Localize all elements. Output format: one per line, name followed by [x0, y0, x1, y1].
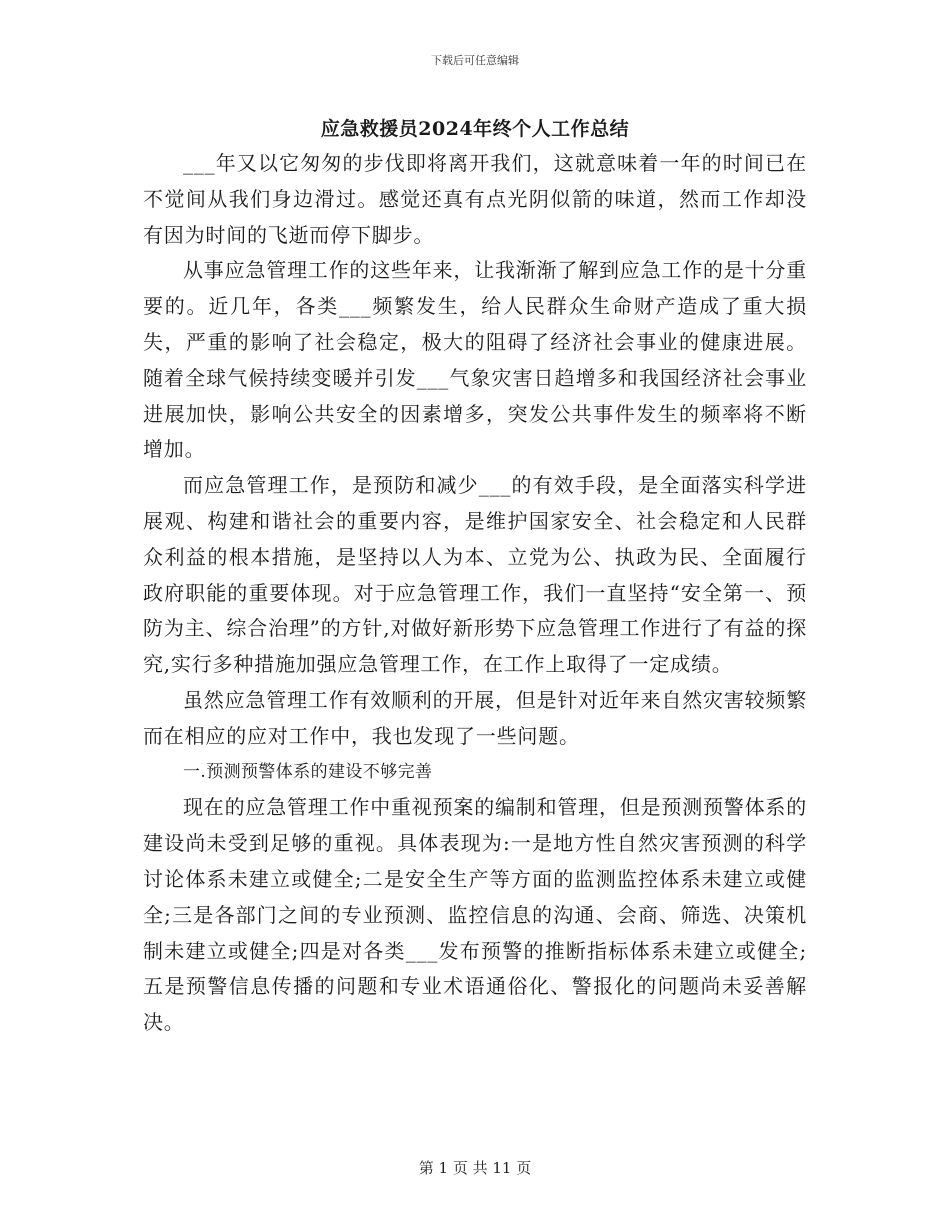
header-note: 下载后可任意编辑 — [431, 54, 519, 67]
paragraph-importance: 从事应急管理工作的这些年来，让我渐渐了解到应急工作的是十分重要的。近几年，各类___频繁发生，给人民群众生命财产造成了重大损失，严重的影响了社会稳定，极大的阻碍了经济社会事业的健康进展。随着全球气候持续变暖并引发___气象灾害日趋增多和我国经济社会事业进展加快，影响公共安全的因素增多，突发公共事件发生的频率将不断增加。 — [143, 258, 807, 462]
paragraph-management: 而应急管理工作，是预防和减少___的有效手段，是全面落实科学进展观、构建和谐社会的重要内容，是维护国家安全、社会稳定和人民群众利益的根本措施，是坚持以人为本、立党为公、执政为民、全面履行政府职能的重要体现。对于应急管理工作，我们一直坚持“安全第一、预防为主、综合治理”的方针,对做好新形势下应急管理工作进行了有益的探究,实行多种措施加强应急管理工作，在工作上取得了一定成绩。 — [143, 473, 807, 677]
paragraph-intro: ___年又以它匆匆的步伐即将离开我们，这就意味着一年的时间已在不觉间从我们身边滑过。感觉还真有点光阴似箭的味道，然而工作却没有因为时间的飞逝而停下脚步。 — [143, 151, 807, 247]
page-number: 第 1 页 共 11 页 — [418, 1159, 532, 1177]
document-title: 应急救援员2024年终个人工作总结 — [320, 118, 630, 140]
section-heading: 一.预测预警体系的建设不够完善 — [183, 761, 433, 782]
paragraph-problems: 虽然应急管理工作有效顺利的开展，但是针对近年来自然灾害较频繁而在相应的应对工作中，我也发现了一些问题。 — [143, 687, 807, 748]
paragraph-warning-system: 现在的应急管理工作中重视预案的编制和管理，但是预测预警体系的建设尚未受到足够的重视。具体表现为:一是地方性自然灾害预测的科学讨论体系未建立或健全;二是安全生产等方面的监测监控体系未建立或健全;三是各部门之间的专业预测、监控信息的沟通、会商、筛选、决策机制未建立或健全;四是对各类___发布预警的推断指标体系未建立或健全;五是预警信息传播的问题和专业术语通俗化、警报化的问题尚未妥善解决。 — [143, 795, 807, 1035]
document-body — [143, 146, 807, 1041]
